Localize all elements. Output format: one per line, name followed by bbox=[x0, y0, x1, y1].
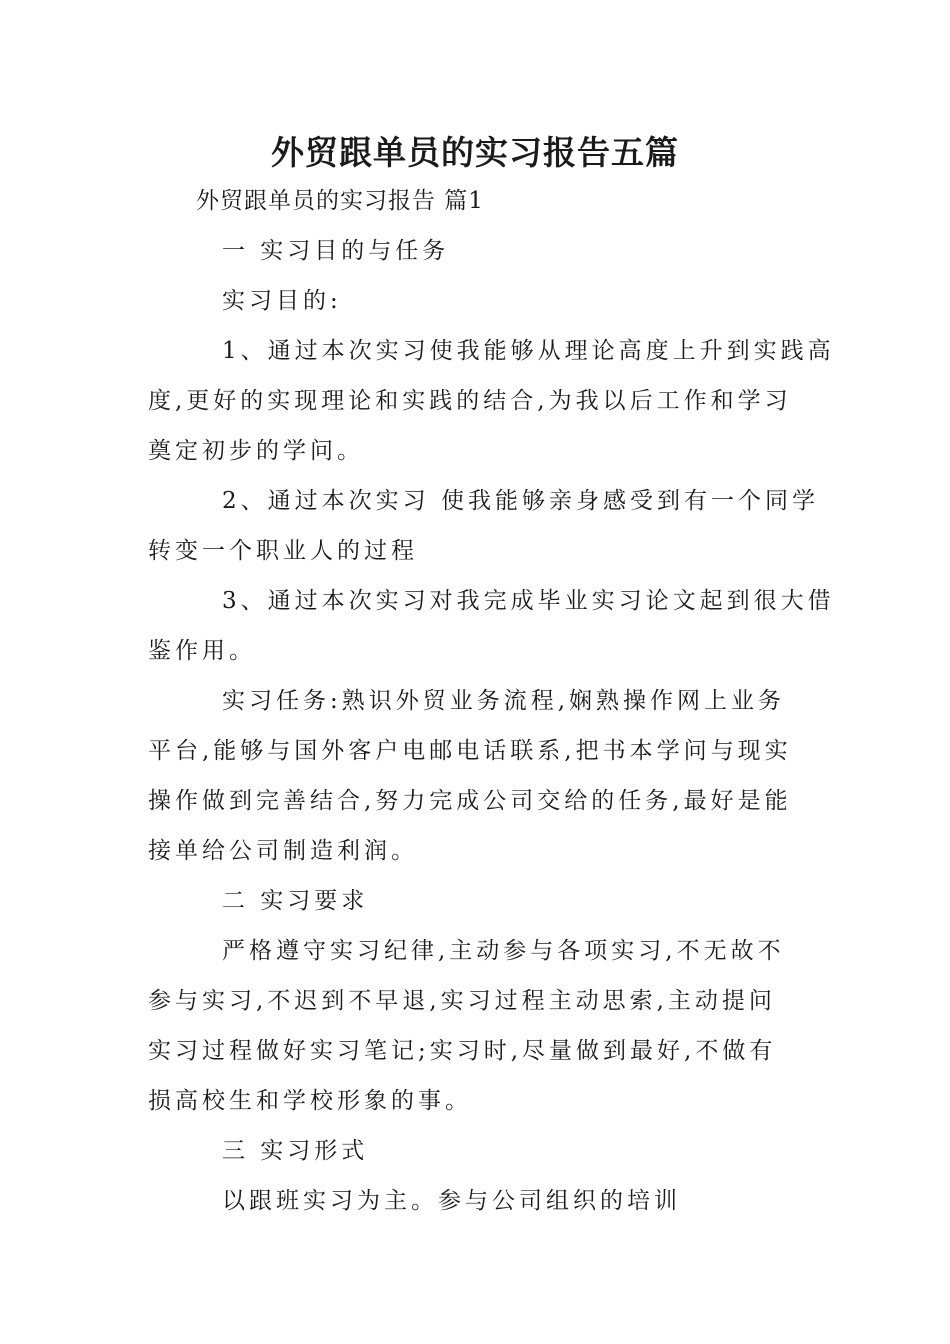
paragraph-line: 鉴作用。 bbox=[148, 638, 256, 664]
section-subtitle: 外贸跟单员的实习报告 篇1 bbox=[196, 188, 484, 214]
paragraph-line: 转变一个职业人的过程 bbox=[148, 538, 418, 564]
paragraph-line: 奠定初步的学问。 bbox=[148, 438, 364, 464]
document-title: 外贸跟单员的实习报告五篇 bbox=[271, 133, 679, 172]
paragraph-line: 2、通过本次实习 使我能够亲身感受到有一个同学 bbox=[222, 488, 819, 514]
paragraph-line: 平台,能够与国外客户电邮电话联系,把书本学问与现实 bbox=[148, 738, 792, 764]
paragraph-line: 实习目的: bbox=[222, 288, 342, 314]
paragraph-line: 实习过程做好实习笔记;实习时,尽量做到最好,不做有 bbox=[148, 1038, 777, 1064]
section-heading: 三 实习形式 bbox=[222, 1138, 369, 1164]
paragraph-line: 1、通过本次实习使我能够从理论高度上升到实践高 bbox=[222, 338, 835, 364]
paragraph-line: 操作做到完善结合,努力完成公司交给的任务,最好是能 bbox=[148, 788, 792, 814]
paragraph-line: 损高校生和学校形象的事。 bbox=[148, 1088, 472, 1114]
paragraph-line: 参与实习,不迟到不早退,实习过程主动思索,主动提问 bbox=[148, 988, 776, 1014]
paragraph-line: 实习任务:熟识外贸业务流程,娴熟操作网上业务 bbox=[222, 688, 786, 714]
section-heading: 一 实习目的与任务 bbox=[222, 238, 450, 264]
paragraph-line: 严格遵守实习纪律,主动参与各项实习,不无故不 bbox=[222, 938, 785, 964]
paragraph-line: 以跟班实习为主。参与公司组织的培训 bbox=[222, 1188, 681, 1214]
paragraph-line: 3、通过本次实习对我完成毕业实习论文起到很大借 bbox=[222, 588, 835, 614]
section-heading: 二 实习要求 bbox=[222, 888, 369, 914]
paragraph-line: 度,更好的实现理论和实践的结合,为我以后工作和学习 bbox=[148, 388, 792, 414]
paragraph-line: 接单给公司制造利润。 bbox=[148, 838, 418, 864]
